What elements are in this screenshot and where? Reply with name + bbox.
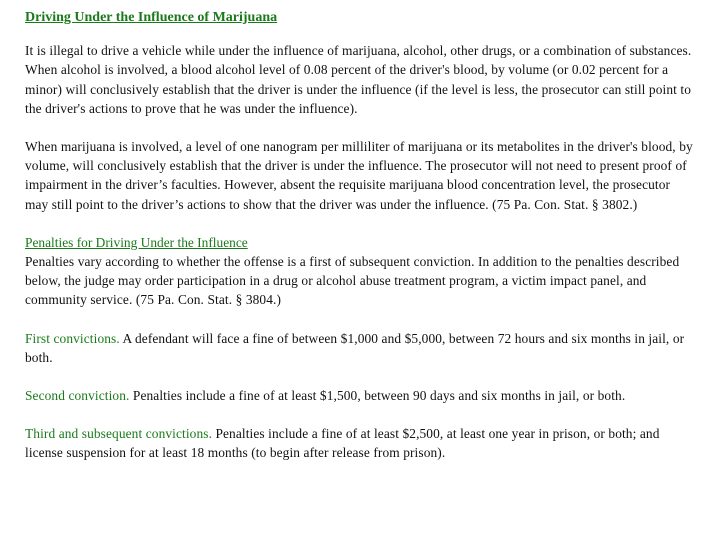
second-conviction-lead: Second conviction. <box>25 388 130 404</box>
first-conviction-paragraph <box>25 329 695 367</box>
penalties-section <box>25 233 695 310</box>
penalties-heading-link[interactable]: Penalties for Driving Under the Influence <box>25 234 248 250</box>
second-conviction-text: Penalties include a fine of at least $1,500, between 90 days and six months in jail, or both. <box>129 388 626 404</box>
article-title-link[interactable]: Driving Under the Influence of Marijuana <box>25 10 278 25</box>
penalties-intro-paragraph: Penalties vary according to whether the offense is a first of subsequent conviction. In addition to the penalties described below, the judge may order participation in a drug or alcohol abuse treatment program, a victim impact panel, and community service. (75 Pa. Con. Stat. § 3804.) <box>25 254 680 308</box>
first-conviction-lead: First convictions. <box>25 330 120 346</box>
third-conviction-lead: Third and subsequent convictions. <box>25 426 213 442</box>
intro-paragraph-marijuana: When marijuana is involved, a level of one nanogram per milliliter of marijuana or its metabolites in the driver's blood, by volume, will conclusively establish that the driver is under the influence. The prosecutor will not need to present proof of impairment in the driver’s faculties. However, absent the requisite marijuana blood concentration level, the prosecutor may still point to the driver’s actions to show that the driver was under the influence. (75 Pa. Con. Stat. § 3802.) <box>25 139 693 212</box>
second-conviction-paragraph <box>25 386 695 405</box>
third-conviction-text: Penalties include a fine of at least $2,500, at least one year in prison, or both; and license suspension for at least 18 months (to begin after release from prison). <box>25 426 660 461</box>
first-conviction-text: A defendant will face a fine of between $1,000 and $5,000, between 72 hours and six months in jail, or both. <box>25 330 685 365</box>
third-conviction-paragraph <box>25 424 695 462</box>
article <box>25 7 695 463</box>
intro-paragraph-alcohol: It is illegal to drive a vehicle while under the influence of marijuana, alcohol, other drugs, or a combination of substances. When alcohol is involved, a blood alcohol level of 0.08 percent of the driver's blood, by volume (or 0.02 percent for a minor) will conclusively establish that the driver is under the influence (if the level is less, the prosecutor can still point to the driver's actions to prove that he was under the influence). <box>25 43 692 116</box>
